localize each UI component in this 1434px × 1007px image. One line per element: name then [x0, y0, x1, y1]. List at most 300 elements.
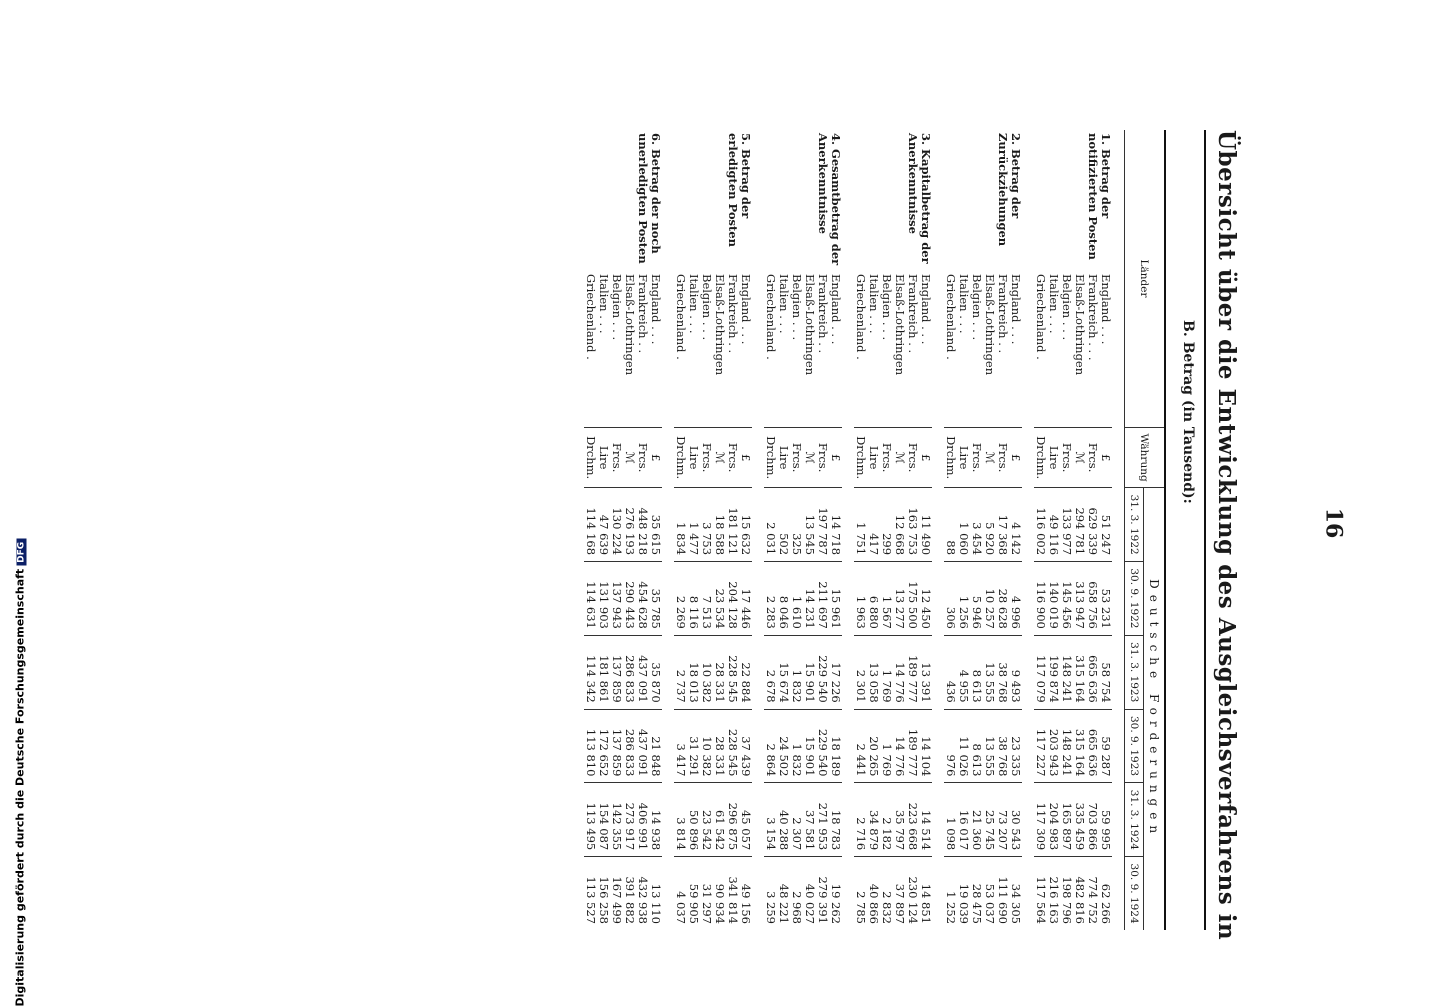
- country-cell: Griechenland .: [674, 274, 688, 360]
- value-cell: 20 265: [867, 709, 880, 783]
- value-cell: 2 716: [854, 783, 867, 857]
- header-date: 30. 9. 1922: [1125, 562, 1144, 636]
- value-cell: 14 104: [919, 709, 932, 783]
- header-currency: Währung: [1125, 428, 1166, 488]
- value-cell: 37 439: [739, 709, 752, 783]
- currency-cell: Frcs.: [700, 428, 713, 488]
- value-cell: 59 287: [1099, 709, 1112, 783]
- value-cell: 17 368: [996, 488, 1009, 562]
- value-cell: 2 301: [854, 635, 867, 709]
- currency-cell: ℳ: [983, 428, 996, 488]
- value-cell: 294 781: [1073, 488, 1086, 562]
- value-cell: 7 513: [700, 562, 713, 636]
- value-cell: 28 331: [713, 709, 726, 783]
- value-cell: 3 259: [764, 857, 777, 930]
- value-cell: 19 039: [957, 857, 970, 930]
- value-cell: 204 983: [1047, 783, 1060, 857]
- value-cell: 1 252: [944, 857, 957, 930]
- value-cell: 35 797: [893, 783, 906, 857]
- section-label: 1. Betrag der notifizierten Posten: [1086, 133, 1113, 260]
- value-cell: 2 441: [854, 709, 867, 783]
- value-cell: 2 283: [764, 562, 777, 636]
- spacer-cell: [932, 130, 944, 930]
- value-cell: 1 060: [957, 488, 970, 562]
- currency-cell: Frcs.: [816, 428, 829, 488]
- value-cell: 8 116: [687, 562, 700, 636]
- page-number: 16: [1320, 507, 1347, 539]
- value-cell: 1 610: [790, 562, 803, 636]
- value-cell: 116 002: [1034, 488, 1047, 562]
- value-cell: 14 514: [919, 783, 932, 857]
- value-cell: 137 943: [610, 562, 623, 636]
- value-cell: 61 542: [713, 783, 726, 857]
- value-cell: 315 164: [1073, 635, 1086, 709]
- country-cell: Frankreich . .: [996, 274, 1010, 354]
- value-cell: 148 241: [1060, 635, 1073, 709]
- value-cell: 18 588: [713, 488, 726, 562]
- currency-cell: Drchm.: [584, 428, 597, 488]
- value-cell: 1 256: [957, 562, 970, 636]
- value-cell: 454 628: [636, 562, 649, 636]
- value-cell: 117 079: [1034, 635, 1047, 709]
- value-cell: 204 128: [726, 562, 739, 636]
- country-cell: Italien . . .: [777, 274, 791, 334]
- value-cell: 22 884: [739, 635, 752, 709]
- value-cell: 774 752: [1086, 857, 1099, 930]
- currency-cell: Drchm.: [674, 428, 687, 488]
- value-cell: 2 737: [674, 635, 687, 709]
- value-cell: 40 027: [803, 857, 816, 930]
- country-cell: Italien . . .: [597, 274, 611, 334]
- country-cell: Italien . . .: [957, 274, 971, 334]
- currency-cell: Frcs.: [1086, 428, 1099, 488]
- country-cell: Italien . . .: [1047, 274, 1061, 334]
- value-cell: 14 851: [919, 857, 932, 930]
- value-cell: 40 866: [867, 857, 880, 930]
- value-cell: 15 674: [777, 635, 790, 709]
- value-cell: 117 227: [1034, 709, 1047, 783]
- value-cell: 62 266: [1099, 857, 1112, 930]
- value-cell: 296 875: [726, 783, 739, 857]
- value-cell: 665 636: [1086, 709, 1099, 783]
- value-cell: 2 031: [764, 488, 777, 562]
- country-cell: Elsaß-Lothringen: [713, 274, 727, 376]
- value-cell: 211 697: [816, 562, 829, 636]
- value-cell: 2 182: [880, 783, 893, 857]
- value-cell: 417: [867, 488, 880, 562]
- section-label: 6. Betrag der noch unerledigten Posten: [636, 133, 663, 264]
- country-cell: Belgien . . .: [1060, 274, 1074, 341]
- value-cell: 3 753: [700, 488, 713, 562]
- value-cell: 229 540: [816, 709, 829, 783]
- section-label: 4. Gesamtbetrag der Anerkenntnisse: [816, 133, 843, 266]
- value-cell: 3 814: [674, 783, 687, 857]
- country-cell: Italien . . .: [867, 274, 881, 334]
- value-cell: 145 456: [1060, 562, 1073, 636]
- value-cell: 130 224: [610, 488, 623, 562]
- currency-cell: Lire: [777, 428, 790, 488]
- value-cell: 165 897: [1060, 783, 1073, 857]
- country-cell: Belgien . . .: [610, 274, 624, 341]
- spacer-cell: [752, 130, 764, 930]
- country-cell: England . . .: [739, 274, 753, 345]
- currency-cell: £: [1099, 428, 1112, 488]
- country-cell: Italien . . .: [687, 274, 701, 334]
- value-cell: 35 870: [649, 635, 662, 709]
- country-cell: England . . .: [829, 274, 843, 345]
- value-cell: 88: [944, 488, 957, 562]
- value-cell: 437 091: [636, 635, 649, 709]
- spacer-cell: [1112, 130, 1125, 930]
- header-date: 30. 9. 1924: [1125, 857, 1144, 930]
- value-cell: 13 555: [983, 709, 996, 783]
- value-cell: 432 938: [636, 857, 649, 930]
- value-cell: 665 636: [1086, 635, 1099, 709]
- value-cell: 28 475: [970, 857, 983, 930]
- value-cell: 17 446: [739, 562, 752, 636]
- currency-cell: £: [739, 428, 752, 488]
- country-cell: Belgien . . .: [700, 274, 714, 341]
- currency-cell: Frcs.: [996, 428, 1009, 488]
- country-cell: England . . .: [1099, 274, 1113, 345]
- currency-cell: Lire: [597, 428, 610, 488]
- value-cell: 4 037: [674, 857, 687, 930]
- value-cell: 313 947: [1073, 562, 1086, 636]
- header-date: 31. 3. 1922: [1125, 488, 1144, 562]
- value-cell: 113 527: [584, 857, 597, 930]
- value-cell: 53 231: [1099, 562, 1112, 636]
- value-cell: 28 628: [996, 562, 1009, 636]
- value-cell: 5 920: [983, 488, 996, 562]
- currency-cell: £: [919, 428, 932, 488]
- value-cell: 45 057: [739, 783, 752, 857]
- country-cell: Belgien . . .: [970, 274, 984, 341]
- value-cell: 11 026: [957, 709, 970, 783]
- value-cell: 172 652: [597, 709, 610, 783]
- value-cell: 30 543: [1009, 783, 1022, 857]
- value-cell: 49 116: [1047, 488, 1060, 562]
- value-cell: 18 189: [829, 709, 842, 783]
- value-cell: 59 995: [1099, 783, 1112, 857]
- header-group: Deutsche Forderungen: [1144, 488, 1166, 930]
- value-cell: 13 110: [649, 857, 662, 930]
- value-cell: 113 495: [584, 783, 597, 857]
- value-cell: 34 305: [1009, 857, 1022, 930]
- header-date: 30. 9. 1923: [1125, 709, 1144, 783]
- value-cell: 629 339: [1086, 488, 1099, 562]
- value-cell: 8 046: [777, 562, 790, 636]
- value-cell: 137 859: [610, 635, 623, 709]
- country-cell: Elsaß-Lothringen: [893, 274, 907, 376]
- value-cell: 137 859: [610, 709, 623, 783]
- value-cell: 148 241: [1060, 709, 1073, 783]
- currency-cell: Lire: [687, 428, 700, 488]
- rotated-page: [230, 130, 1240, 941]
- currency-cell: Frcs.: [906, 428, 919, 488]
- currency-cell: Frcs.: [610, 428, 623, 488]
- value-cell: 199 874: [1047, 635, 1060, 709]
- dfg-logo: DFG: [17, 539, 27, 566]
- table-row: [1099, 130, 1112, 930]
- value-cell: 117 564: [1034, 857, 1047, 930]
- value-cell: 154 087: [597, 783, 610, 857]
- value-cell: 8 613: [970, 635, 983, 709]
- value-cell: 140 019: [1047, 562, 1060, 636]
- value-cell: 17 226: [829, 635, 842, 709]
- currency-cell: Drchm.: [1034, 428, 1047, 488]
- currency-cell: ℳ: [803, 428, 816, 488]
- value-cell: 13 555: [983, 635, 996, 709]
- country-cell: Griechenland .: [764, 274, 778, 360]
- country-cell: Frankreich . .: [726, 274, 740, 354]
- value-cell: 4 955: [957, 635, 970, 709]
- digitization-credit: [13, 541, 27, 1007]
- value-cell: 23 542: [700, 783, 713, 857]
- country-cell: England . . .: [649, 274, 663, 345]
- value-cell: 15 901: [803, 709, 816, 783]
- value-cell: 189 777: [906, 635, 919, 709]
- value-cell: 10 382: [700, 635, 713, 709]
- section-spacer: [1022, 130, 1034, 930]
- value-cell: 198 796: [1060, 857, 1073, 930]
- value-cell: 181 121: [726, 488, 739, 562]
- value-cell: 1 769: [880, 635, 893, 709]
- currency-cell: Lire: [1047, 428, 1060, 488]
- table-body: [584, 130, 1125, 930]
- currency-cell: ℳ: [713, 428, 726, 488]
- value-cell: 230 124: [906, 857, 919, 930]
- value-cell: 228 545: [726, 635, 739, 709]
- value-cell: 5 946: [970, 562, 983, 636]
- value-cell: 175 500: [906, 562, 919, 636]
- value-cell: 279 391: [816, 857, 829, 930]
- value-cell: 114 631: [584, 562, 597, 636]
- value-cell: 341 814: [726, 857, 739, 930]
- table-row: [1009, 130, 1022, 930]
- value-cell: 1 963: [854, 562, 867, 636]
- value-cell: 2 832: [880, 857, 893, 930]
- title-rule: [1204, 130, 1206, 930]
- value-cell: 223 668: [906, 783, 919, 857]
- value-cell: 25 745: [983, 783, 996, 857]
- value-cell: 117 309: [1034, 783, 1047, 857]
- currency-cell: Frcs.: [970, 428, 983, 488]
- spacer-cell: [842, 130, 854, 930]
- value-cell: 482 816: [1073, 857, 1086, 930]
- value-cell: 325: [790, 488, 803, 562]
- value-cell: 406 991: [636, 783, 649, 857]
- value-cell: 23 335: [1009, 709, 1022, 783]
- value-cell: 1 834: [674, 488, 687, 562]
- value-cell: 116 900: [1034, 562, 1047, 636]
- value-cell: 35 615: [649, 488, 662, 562]
- value-cell: 11 490: [919, 488, 932, 562]
- value-cell: 113 810: [584, 709, 597, 783]
- country-cell: Griechenland .: [584, 274, 598, 360]
- value-cell: 131 903: [597, 562, 610, 636]
- country-cell: Griechenland .: [854, 274, 868, 360]
- value-cell: 3 454: [970, 488, 983, 562]
- value-cell: 502: [777, 488, 790, 562]
- value-cell: 335 459: [1073, 783, 1086, 857]
- currency-cell: Lire: [867, 428, 880, 488]
- value-cell: 437 091: [636, 709, 649, 783]
- value-cell: 13 277: [893, 562, 906, 636]
- value-cell: 28 331: [713, 635, 726, 709]
- currency-cell: £: [829, 428, 842, 488]
- value-cell: 163 753: [906, 488, 919, 562]
- header-countries: Länder: [1125, 130, 1166, 428]
- value-cell: 48 221: [777, 857, 790, 930]
- table-row: [829, 130, 842, 930]
- value-cell: 51 247: [1099, 488, 1112, 562]
- data-table: [584, 130, 1166, 930]
- value-cell: 142 355: [610, 783, 623, 857]
- value-cell: 53 037: [983, 857, 996, 930]
- value-cell: 23 534: [713, 562, 726, 636]
- value-cell: 73 207: [996, 783, 1009, 857]
- spacer-cell: [1022, 130, 1034, 930]
- credit-text: Digitalisierung gefördert durch die Deutsche Forschungsgemeinschaft: [13, 568, 27, 1007]
- value-cell: 1 098: [944, 783, 957, 857]
- section-spacer: [1112, 130, 1125, 930]
- value-cell: 1 769: [880, 709, 893, 783]
- value-cell: 229 540: [816, 635, 829, 709]
- country-cell: Belgien . . .: [880, 274, 894, 341]
- value-cell: 2 968: [790, 857, 803, 930]
- currency-cell: ℳ: [893, 428, 906, 488]
- value-cell: 14 718: [829, 488, 842, 562]
- value-cell: 976: [944, 709, 957, 783]
- country-cell: Elsaß-Lothringen: [623, 274, 637, 376]
- currency-cell: Lire: [957, 428, 970, 488]
- section-label: 5. Betrag der erledigten Posten: [726, 133, 753, 247]
- value-cell: 2 269: [674, 562, 687, 636]
- country-cell: Elsaß-Lothringen: [983, 274, 997, 376]
- value-cell: 15 632: [739, 488, 752, 562]
- value-cell: 276 193: [623, 488, 636, 562]
- table-row: [739, 130, 752, 930]
- value-cell: 3 154: [764, 783, 777, 857]
- value-cell: 203 943: [1047, 709, 1060, 783]
- country-cell: England . . .: [1009, 274, 1023, 345]
- value-cell: 15 961: [829, 562, 842, 636]
- currency-cell: Drchm.: [764, 428, 777, 488]
- value-cell: 4 996: [1009, 562, 1022, 636]
- value-cell: 12 668: [893, 488, 906, 562]
- value-cell: 31 297: [700, 857, 713, 930]
- currency-cell: £: [649, 428, 662, 488]
- page-title: Übersicht über die Entwicklung des Ausgleichsverfahrens in: [1213, 130, 1240, 941]
- currency-cell: Frcs.: [1060, 428, 1073, 488]
- currency-cell: Frcs.: [726, 428, 739, 488]
- value-cell: 14 231: [803, 562, 816, 636]
- value-cell: 197 787: [816, 488, 829, 562]
- value-cell: 6 880: [867, 562, 880, 636]
- section-spacer: [842, 130, 854, 930]
- value-cell: 90 934: [713, 857, 726, 930]
- currency-cell: Drchm.: [854, 428, 867, 488]
- value-cell: 1 832: [790, 635, 803, 709]
- value-cell: 1 751: [854, 488, 867, 562]
- country-cell: Elsaß-Lothringen: [803, 274, 817, 376]
- country-cell: Frankreich . .: [906, 274, 920, 354]
- value-cell: 181 861: [597, 635, 610, 709]
- value-cell: 2 307: [790, 783, 803, 857]
- value-cell: 299: [880, 488, 893, 562]
- section-spacer: [932, 130, 944, 930]
- currency-cell: Frcs.: [636, 428, 649, 488]
- value-cell: 15 901: [803, 635, 816, 709]
- value-cell: 156 258: [597, 857, 610, 930]
- spacer-cell: [662, 130, 674, 930]
- value-cell: 448 218: [636, 488, 649, 562]
- value-cell: 59 905: [687, 857, 700, 930]
- currency-cell: ℳ: [1073, 428, 1086, 488]
- value-cell: 1 567: [880, 562, 893, 636]
- section-spacer: [752, 130, 764, 930]
- value-cell: 436: [944, 635, 957, 709]
- value-cell: 286 833: [623, 709, 636, 783]
- value-cell: 49 156: [739, 857, 752, 930]
- value-cell: 216 163: [1047, 857, 1060, 930]
- value-cell: 13 391: [919, 635, 932, 709]
- value-cell: 13 545: [803, 488, 816, 562]
- value-cell: 167 499: [610, 857, 623, 930]
- value-cell: 50 896: [687, 783, 700, 857]
- value-cell: 47 639: [597, 488, 610, 562]
- value-cell: 21 848: [649, 709, 662, 783]
- country-cell: Frankreich . .: [636, 274, 650, 354]
- section-subtitle: B. Betrag (in Tausend):: [1180, 320, 1196, 504]
- value-cell: 34 879: [867, 783, 880, 857]
- value-cell: 13 058: [867, 635, 880, 709]
- value-cell: 38 768: [996, 635, 1009, 709]
- currency-cell: Drchm.: [944, 428, 957, 488]
- currency-cell: Frcs.: [880, 428, 893, 488]
- value-cell: 271 953: [816, 783, 829, 857]
- section-label: 2. Betrag der Zurückziehungen: [996, 133, 1023, 247]
- value-cell: 286 833: [623, 635, 636, 709]
- value-cell: 4 142: [1009, 488, 1022, 562]
- header-date: 31. 3. 1923: [1125, 635, 1144, 709]
- country-cell: England . . .: [919, 274, 933, 345]
- value-cell: 18 783: [829, 783, 842, 857]
- country-cell: Belgien . . .: [790, 274, 804, 341]
- value-cell: 1 477: [687, 488, 700, 562]
- country-cell: Frankreich . . .: [1086, 274, 1100, 361]
- value-cell: 2 785: [854, 857, 867, 930]
- section-label: 3. Kapitalbetrag der Anerkenntnisse: [906, 133, 933, 264]
- value-cell: 2 864: [764, 709, 777, 783]
- value-cell: 273 917: [623, 783, 636, 857]
- value-cell: 228 545: [726, 709, 739, 783]
- value-cell: 703 866: [1086, 783, 1099, 857]
- table-row: [649, 130, 662, 930]
- value-cell: 21 360: [970, 783, 983, 857]
- value-cell: 37 581: [803, 783, 816, 857]
- value-cell: 114 342: [584, 635, 597, 709]
- currency-cell: ℳ: [623, 428, 636, 488]
- country-cell: Elsaß-Lothringen: [1073, 274, 1087, 376]
- value-cell: 290 443: [623, 562, 636, 636]
- value-cell: 10 257: [983, 562, 996, 636]
- value-cell: 19 262: [829, 857, 842, 930]
- value-cell: 8 613: [970, 709, 983, 783]
- value-cell: 14 938: [649, 783, 662, 857]
- value-cell: 111 690: [996, 857, 1009, 930]
- value-cell: 12 450: [919, 562, 932, 636]
